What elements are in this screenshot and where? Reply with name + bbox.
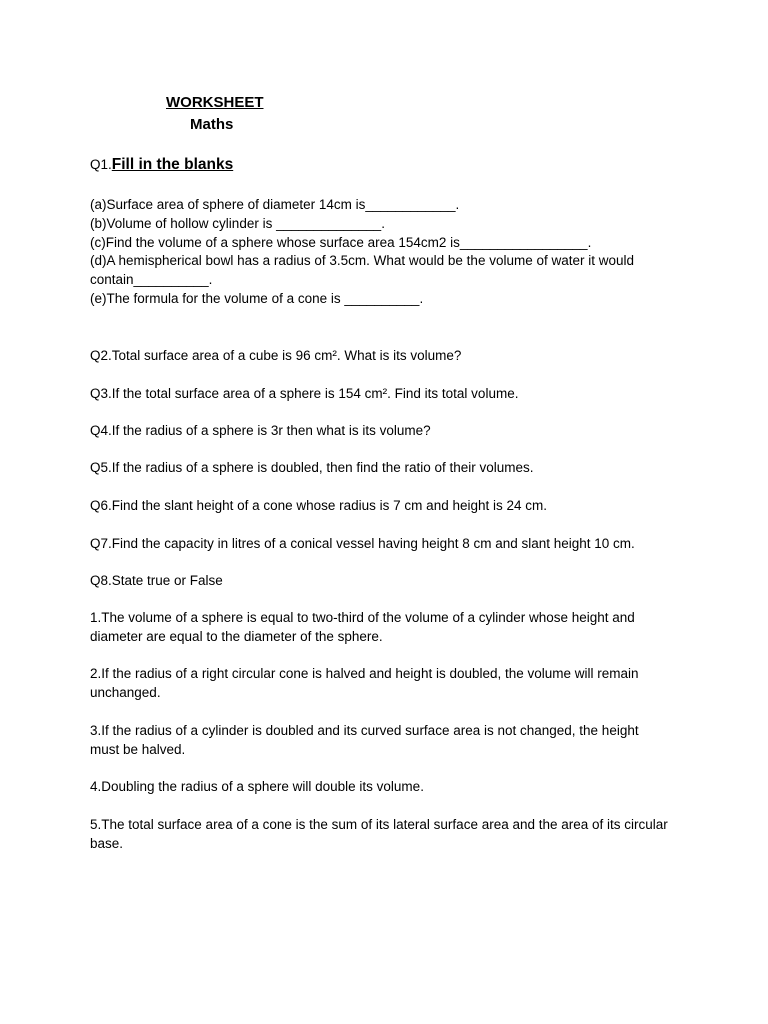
- worksheet-subject: Maths: [190, 116, 234, 133]
- true-false-statement-4: 4.Doubling the radius of a sphere will double its volume.: [90, 779, 424, 794]
- fill-in-blanks-list: [90, 196, 670, 309]
- blank-item-d-continued: contain__________.: [90, 272, 213, 288]
- true-false-statement-5: 5.The total surface area of a cone is the sum of its lateral surface area and the area of its circular base.: [90, 817, 668, 851]
- question-6: Q6.Find the slant height of a cone whose radius is 7 cm and height is 24 cm.: [90, 498, 548, 513]
- blank-item-d: (d)A hemispherical bowl has a radius of 3.5cm. What would be the volume of water it would: [90, 253, 635, 269]
- blank-item-a: (a)Surface area of sphere of diameter 14cm is____________.: [90, 197, 460, 212]
- true-false-statement-1: 1.The volume of a sphere is equal to two-third of the volume of a cylinder whose height and diameter are equal to the diameter of the sphere.: [90, 610, 635, 644]
- q1-heading: [90, 156, 233, 174]
- q1-number: Q1.: [90, 157, 112, 172]
- blank-item-c: (c)Find the volume of a sphere whose surface area 154cm2 is_________________.: [90, 234, 592, 250]
- true-false-statement-3: 3.If the radius of a cylinder is doubled and its curved surface area is not changed, the height must be halved.: [90, 723, 639, 757]
- blank-item-b: (b)Volume of hollow cylinder is ______________.: [90, 215, 385, 231]
- true-false-statement-2: 2.If the radius of a right circular cone is halved and height is doubled, the volume will remain unchanged.: [90, 666, 639, 700]
- question-3: Q3.If the total surface area of a sphere is 154 cm². Find its total volume.: [90, 386, 519, 401]
- question-8: Q8.State true or False: [90, 573, 223, 588]
- question-5: Q5.If the radius of a sphere is doubled, then find the ratio of their volumes.: [90, 460, 534, 475]
- q1-title: Fill in the blanks: [111, 156, 234, 173]
- blank-item-e: (e)The formula for the volume of a cone is __________.: [90, 290, 424, 306]
- question-4: Q4.If the radius of a sphere is 3r then what is its volume?: [90, 423, 431, 438]
- question-2: Q2.Total surface area of a cube is 96 cm². What is its volume?: [90, 348, 462, 363]
- question-7: Q7.Find the capacity in litres of a conical vessel having height 8 cm and slant height 10 cm.: [90, 536, 635, 551]
- worksheet-title: WORKSHEET: [166, 94, 264, 111]
